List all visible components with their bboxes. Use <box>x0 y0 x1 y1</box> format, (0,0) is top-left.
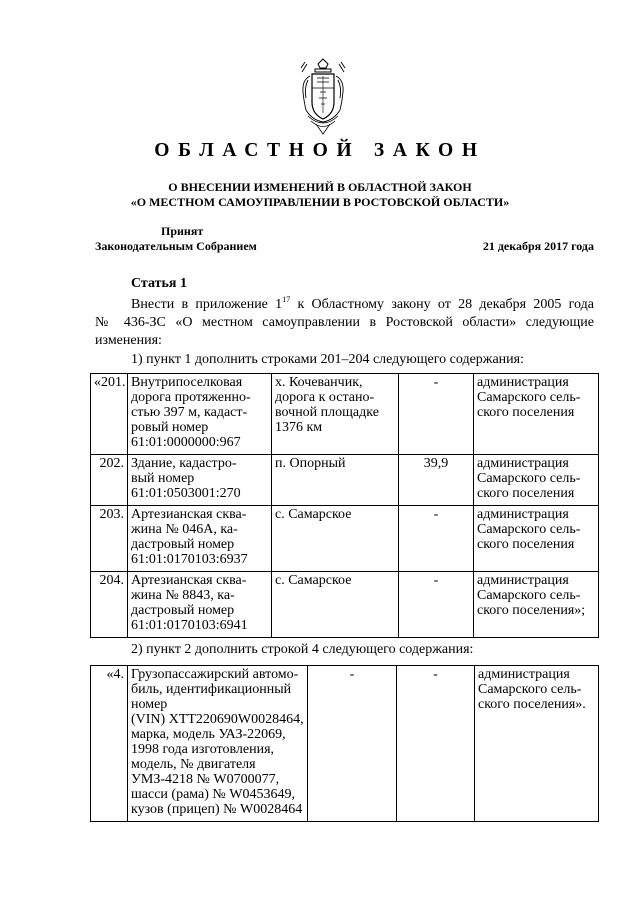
article-intro-line1: Внести в приложение $1^{17}$ к Областному закону от 28 декабря 2005 года <box>131 295 594 312</box>
object-area: - <box>399 572 474 638</box>
law-subtitle-line1: О ВНЕСЕНИИ ИЗМЕНЕНИЙ В ОБЛАСТНОЙ ЗАКОН <box>168 180 472 194</box>
adoption-accepted: Принят <box>161 224 204 238</box>
object-owner: администрация Самарского сель- ского поселения». <box>475 666 599 822</box>
object-col3: - <box>308 666 397 822</box>
adoption-by: Законодательным Собранием <box>95 239 257 253</box>
article-heading: Статья 1 <box>131 276 187 291</box>
row-number: 202. <box>91 455 128 506</box>
object-area: 39,9 <box>399 455 474 506</box>
object-name: Артезианская сква- жина № 046А, ка- дастровый номер 61:01:0170103:6937 <box>128 506 272 572</box>
table-row <box>91 666 599 822</box>
law-title: ОБЛАСТНОЙ ЗАКОН <box>154 140 486 161</box>
object-owner: администрация Самарского сель- ского поселения»; <box>474 572 599 638</box>
row-number: «4. <box>91 666 128 822</box>
table-row <box>91 572 599 638</box>
adoption-date: 21 декабря 2017 года <box>482 239 594 253</box>
object-name: Здание, кадастро- вый номер 61:01:0503001:270 <box>128 455 272 506</box>
object-owner: администрация Самарского сель- ского поселения <box>474 506 599 572</box>
object-owner: администрация Самарского сель- ского поселения <box>474 455 599 506</box>
property-table-2 <box>90 665 599 822</box>
object-name: Внутрипоселковая дорога протяженно- стью 397 м, кадаст- ровый номер 61:01:0000000:967 <box>128 374 272 455</box>
table-row <box>91 455 599 506</box>
law-subtitle-line2: «О МЕСТНОМ САМОУПРАВЛЕНИИ В РОСТОВСКОЙ ОБЛАСТИ» <box>130 195 510 209</box>
row-number: 204. <box>91 572 128 638</box>
table-row <box>91 506 599 572</box>
row-number: «201. <box>91 374 128 455</box>
object-owner: администрация Самарского сель- ского поселения <box>474 374 599 455</box>
property-table-1 <box>90 373 599 638</box>
item-1: 1) пункт 1 дополнить строками 201–204 следующего содержания: <box>131 352 524 367</box>
item-2: 2) пункт 2 дополнить строкой 4 следующего содержания: <box>131 642 474 657</box>
object-col4: - <box>397 666 475 822</box>
object-area: - <box>399 374 474 455</box>
object-name: Грузопассажирский автомо- биль, идентификационный номер (VIN) ХТТ220690W0028464, марка, модель УАЗ-22069, 1998 года изготовления, модель, № двигателя УМЗ-4218 № W0700077, шасси (рама) № W0453649, кузов (прицеп) № W0028464 <box>128 666 308 822</box>
object-location: с. Самарское <box>272 572 399 638</box>
rostov-oblast-coat-of-arms-icon <box>298 58 348 136</box>
article-intro-line3: изменения: <box>95 333 162 348</box>
object-location: х. Кочеванчик, дорога к остано- вочной площадке 1376 км <box>272 374 399 455</box>
object-location: с. Самарское <box>272 506 399 572</box>
object-area: - <box>399 506 474 572</box>
article-intro-line2: № 436-ЗС «О местном самоуправлении в Ростовской области» следующие <box>95 315 594 330</box>
row-number: 203. <box>91 506 128 572</box>
object-location: п. Опорный <box>272 455 399 506</box>
object-name: Артезианская сква- жина № 8843, ка- дастровый номер 61:01:0170103:6941 <box>128 572 272 638</box>
table-row <box>91 374 599 455</box>
